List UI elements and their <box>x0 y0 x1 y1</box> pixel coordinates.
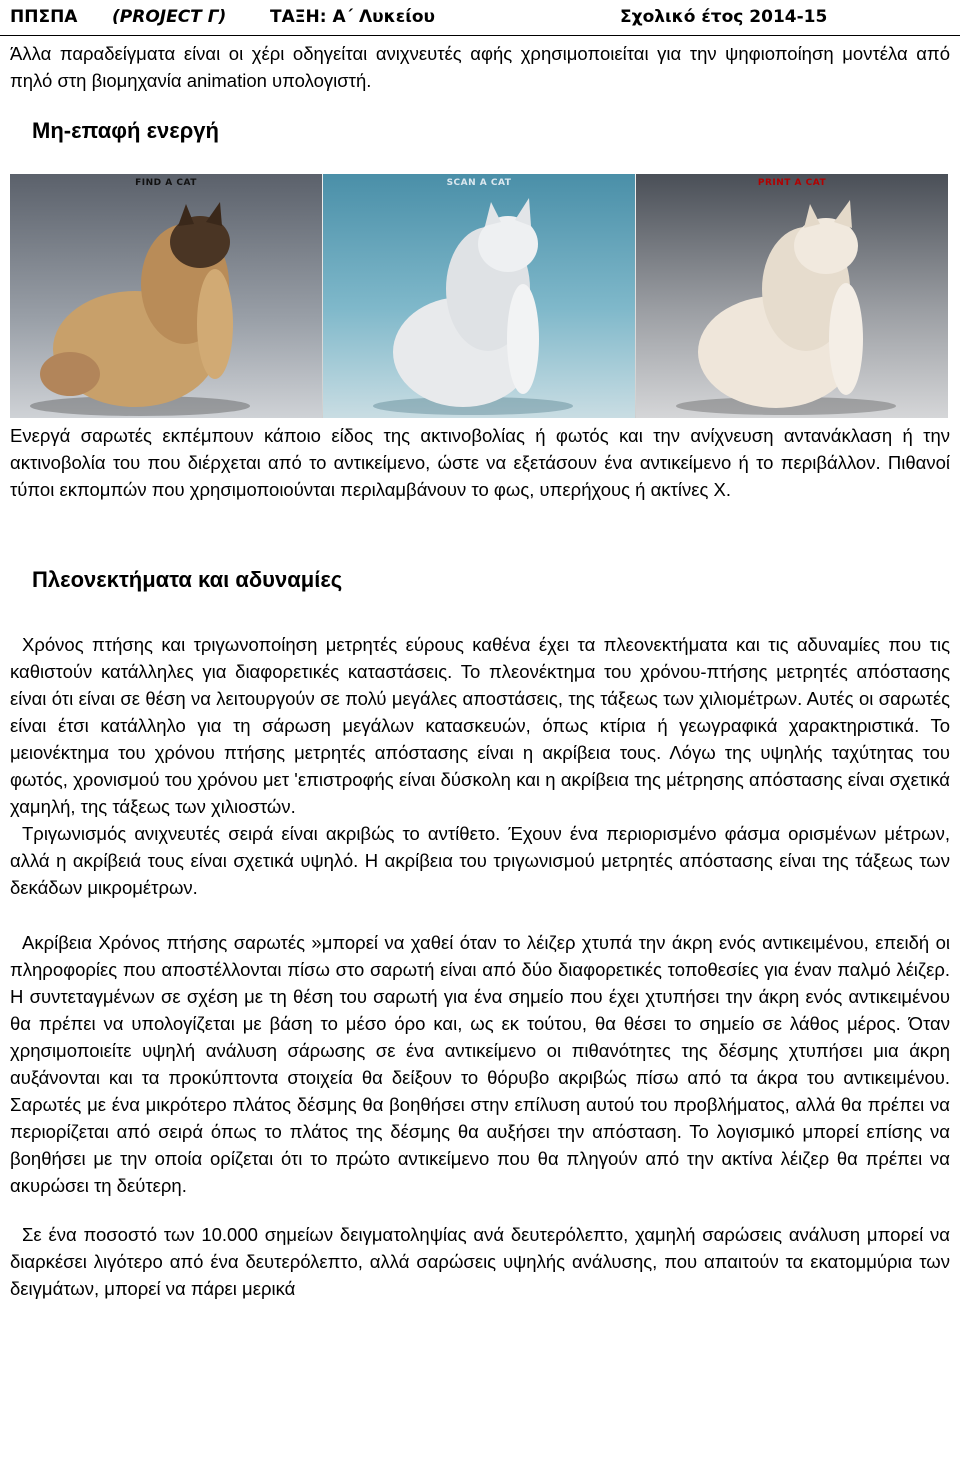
printed-cat-image <box>636 174 948 418</box>
accuracy-paragraph: Ακρίβεια Χρόνος πτήσης σαρωτές »μπορεί να χαθεί όταν το λέιζερ χτυπά την άκρη ενός αντικειμένου, επειδή οι πληροφορίες που αποστέλλονται πίσω στο σαρωτή είναι από δύο διαφορετικές τοποθεσίες για έναν παλμό λέιζερ. Η συντεταγμένων σε σχέση με τη θέση του σαρωτή για ένα σημείο που έχει χτυπήσει την άκρη ενός αντικειμένου θα πρέπει να υπολογίζεται με βάση το μέσο όρο και, ως εκ τούτου, θα θέσει το σημείο σε λάθος μέρος. Όταν χρησιμοποιείτε υψηλή ανάλυση σάρωσης σε ένα αντικείμενο οι πιθανότητες της δέσμης χτυπήσει μια άκρη αυξάνονται και τα προκύπτοντα στοιχεία θα δείξουν το θόρυβο ακριβώς πίσω από τα άκρα του αντικειμένου. Σαρωτές με ένα μικρότερο πλάτος δέσμης θα βοηθήσει στην επίλυση αυτού του προβλήματος, αλλά θα πρέπει να περιορίζεται από σειρά όπως το πλάτος της δέσμης θα αυξήσει την απόσταση. Το λογισμικό μπορεί επίσης να βοηθήσει με την οποία ορίζεται ότι το πρώτο αντικείμενο που θα πληγούν από την ακτίνα λέιζερ θα πρέπει να ακυρώσει τη δεύτερη. <box>10 932 950 1196</box>
scanned-cat-image <box>323 174 635 418</box>
active-scanners-paragraph: Ενεργά σαρωτές εκπέμπουν κάποιο είδος της ακτινοβολίας ή φωτός και την ανίχνευση αντανάκλαση ή την ακτινοβολία του που διέρχεται από το αντικείμενο, ώστε να εξετάσουν ένα αντικείμενο ή το περιβάλλον. Πιθανοί τύποι εκπομπών που χρησιμοποιούνται περιλαμβάνουν το φως, υπερήχους ή ακτίνες Χ. <box>10 425 950 500</box>
spacer <box>10 901 950 929</box>
real-cat-image <box>10 174 322 418</box>
spacer <box>10 1199 950 1221</box>
header-project: (PROJECT Γ) <box>112 7 227 27</box>
header-school: ΠΠΣΠΑ <box>10 7 78 27</box>
panel-find-cat <box>10 174 322 418</box>
caption-print-cat: PRINT A CAT <box>757 178 827 188</box>
heading-advantages: Πλεονεκτήματα και αδυναμίες <box>32 567 343 592</box>
triangulation-paragraph: Τριγωνισμός ανιχνευτές σειρά είναι ακριβώς το αντίθετο. Έχουν ένα περιορισμένο φάσμα ορισμένων μέτρων, αλλά η ακρίβειά τους είναι σχετικά υψηλό. Η ακρίβεια του τριγωνισμού μετρητές απόστασης είναι της τάξεως των δεκάδων μικρομέτρων. <box>10 823 950 898</box>
panel-print-cat <box>636 174 948 418</box>
cat-scan-figure <box>10 174 948 418</box>
caption-scan-cat: SCAN A CAT <box>446 178 512 188</box>
panel-scan-cat <box>323 174 635 418</box>
time-of-flight-paragraph: Χρόνος πτήσης και τριγωνοποίηση μετρητές εύρους καθένα έχει τα πλεονεκτήματα και τις αδυναμίες που τις καθιστούν κατάλληλες για διαφορετικές καταστάσεις. Το πλεονέκτημα του χρόνου-πτήσης μετρητές απόστασης είναι ότι είναι σε θέση να λειτουργούν σε πολύ μεγάλες αποστάσεις, της τάξεως των χιλιομέτρων. Αυτές οι σαρωτές είναι έτσι κατάλληλο για τη σάρωση μεγάλων κατασκευών, όπως κτίρια ή γεωγραφικά χαρακτηριστικά. Το μειονέκτημα του χρόνου πτήσης μετρητές απόστασης είναι η ακρίβεια τους. Λόγω της υψηλής ταχύτητας του φωτός, χρονισμού του χρόνου μετ 'επιστροφής είναι δύσκολη και η ακρίβεια της μέτρησης απόστασης είναι σχετικά χαμηλή, της τάξεως των χιλιοστών. <box>10 634 950 817</box>
intro-paragraph: Άλλα παραδείγματα είναι οι χέρι οδηγείται ανιχνευτές αφής χρησιμοποιείται για την ψηφιοποίηση μοντέλα από πηλό στη βιομηχανία animation υπολογιστή. <box>10 43 950 91</box>
document-body <box>10 40 950 1302</box>
heading-noncontact-active: Μη-επαφή ενεργή <box>32 118 219 143</box>
spacer <box>10 595 950 631</box>
page-header <box>0 0 960 36</box>
header-class: ΤΑΞΗ: Α΄ Λυκείου <box>270 7 435 27</box>
header-school-year: Σχολικό έτος 2014-15 <box>620 7 828 27</box>
caption-find-cat: FIND A CAT <box>135 178 197 188</box>
resolution-paragraph: Σε ένα ποσοστό των 10.000 σημείων δειγματοληψίας ανά δευτερόλεπτο, χαμηλή σαρώσεις ανάλυση μπορεί να διαρκέσει λιγότερο από ένα δευτερόλεπτο, αλλά σαρώσεις υψηλής ανάλυσης, που απαιτούν τα εκατομμύρια των δειγμάτων, μπορεί να πάρει μερικά <box>10 1224 950 1299</box>
